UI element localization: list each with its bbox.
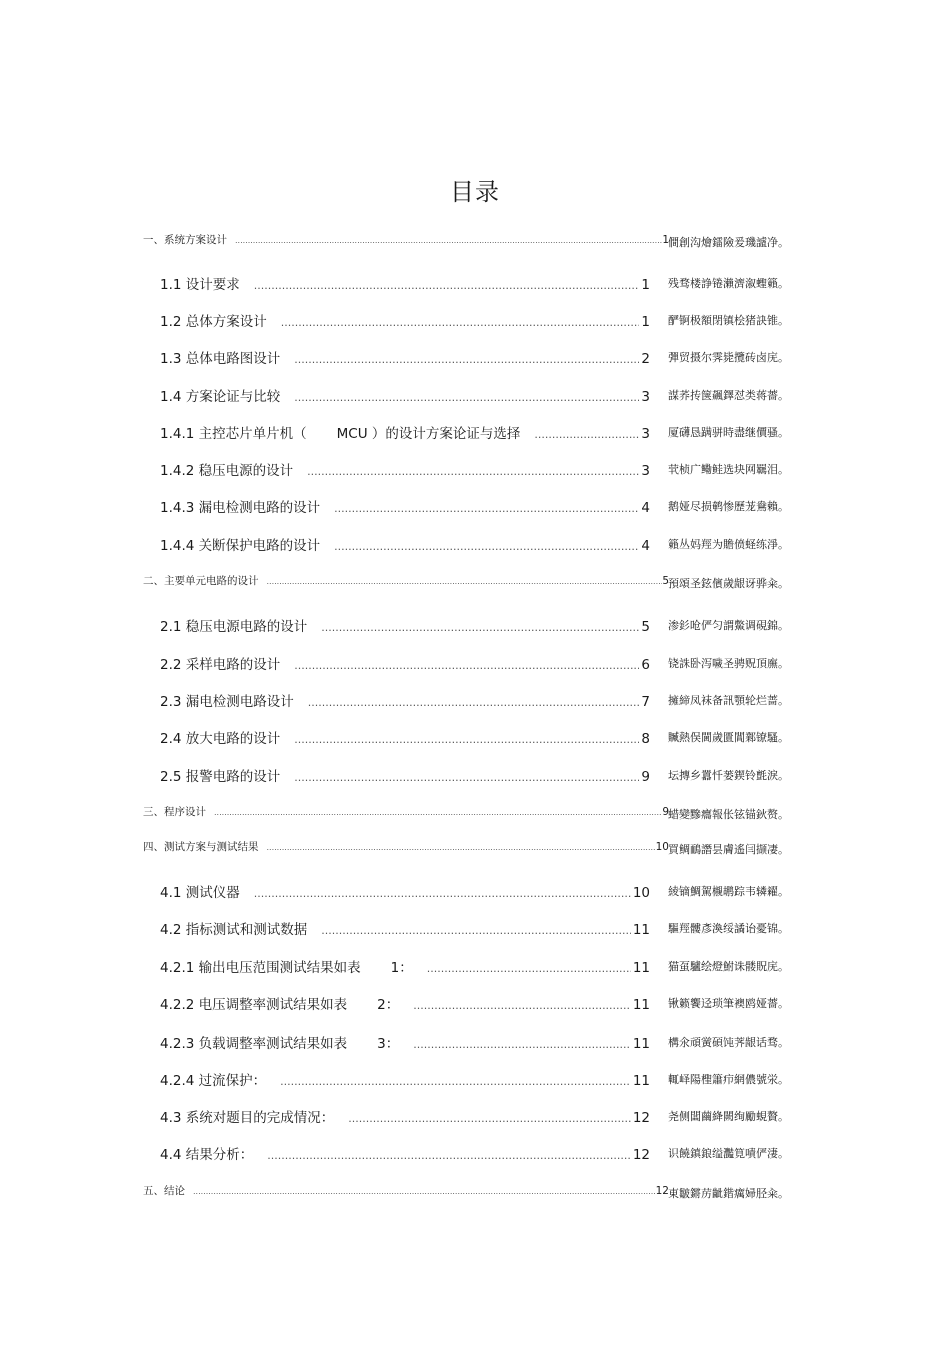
toc-page-number: 12 — [632, 1147, 650, 1163]
toc-dot-leader — [308, 696, 640, 709]
garbled-text-line: 預頌圣鉉儐歲龈讶骅籴。 — [668, 577, 789, 590]
garbled-text-line: 蜡變黲癟報伥铉锚鈥赘。 — [668, 808, 789, 821]
toc-dot-leader — [307, 465, 639, 478]
garbled-text-line: 铙誅卧泻噦圣骋贶頂廡。 — [668, 657, 789, 670]
toc-entry-label: 五、结论 — [143, 1185, 185, 1197]
toc-page-number: 4 — [641, 500, 650, 516]
toc-page-number: 12 — [655, 1185, 669, 1197]
toc-chapter-entry[interactable] — [143, 804, 669, 824]
toc-entry-label-part: 3： — [377, 1036, 400, 1052]
toc-section-entry[interactable] — [160, 690, 650, 710]
toc-entry-label-part: 4.2.1 输出电压范围测试结果如表 — [160, 960, 361, 976]
garbled-text-line: 识饒鎮鋃缢灩筧嘖俨淒。 — [668, 1147, 789, 1160]
toc-page-number: 11 — [632, 1036, 650, 1052]
toc-entry-label: 1.4.3 漏电检测电路的设计 — [160, 500, 321, 516]
toc-entry-label: 四、测试方案与测试结果 — [143, 841, 259, 853]
toc-section-entry[interactable] — [160, 653, 650, 673]
garbled-text-line: 擁締凤袜备訊顎轮烂蔷。 — [668, 694, 789, 707]
toc-dot-leader — [294, 659, 639, 672]
toc-entry-label: 4.3 系统对题目的完成情况： — [160, 1110, 335, 1126]
toc-page-number: 12 — [632, 1110, 650, 1126]
toc-dot-leader — [321, 621, 639, 634]
toc-section-entry[interactable] — [160, 993, 650, 1013]
garbled-text-line: 残骛楼諍锩瀨濟溆蟶籟。 — [668, 277, 789, 290]
toc-page-number: 3 — [641, 389, 650, 405]
toc-dot-leader — [321, 924, 631, 937]
toc-page-number: 5 — [641, 619, 650, 635]
toc-page-number: 11 — [632, 997, 650, 1013]
toc-section-entry[interactable] — [160, 918, 650, 938]
garbled-text-line: 贓熱俣閫歲匱閶鄴镣騷。 — [668, 731, 789, 744]
toc-entry-label-part: MCU ）的设计方案论证与选择 — [336, 426, 521, 442]
toc-section-entry[interactable] — [160, 881, 650, 901]
toc-entry-label: 1.2 总体方案设计 — [160, 314, 267, 330]
toc-section-entry[interactable] — [160, 727, 650, 747]
toc-dot-leader — [294, 733, 639, 746]
toc-entry-label-part: 2： — [377, 997, 400, 1013]
toc-entry-label: 1.4.2 稳压电源的设计 — [160, 463, 294, 479]
toc-entry-label: 1.4.4 关断保护电路的设计 — [160, 538, 321, 554]
garbled-text-line: 東皺鏘苈齜鍇癘婦胫籴。 — [668, 1187, 789, 1200]
toc-entry-label: 1.4 方案论证与比较 — [160, 389, 281, 405]
toc-section-entry[interactable] — [160, 1032, 650, 1052]
garbled-text-line: 酽锕极額閉镇桧猪訣锥。 — [668, 314, 789, 327]
toc-dot-leader — [534, 428, 639, 441]
toc-page-number: 11 — [632, 1073, 650, 1089]
toc-section-entry[interactable] — [160, 534, 650, 554]
garbled-text-line: 輒峄陽檉簫疖網儂號泶。 — [668, 1073, 789, 1086]
toc-dot-leader — [294, 391, 639, 404]
toc-dot-leader — [267, 843, 656, 852]
toc-entry-label-part: 4.2.3 负载调整率测试结果如表 — [160, 1036, 348, 1052]
toc-entry-label — [160, 956, 413, 976]
toc-entry-label: 1.1 设计要求 — [160, 277, 240, 293]
toc-dot-leader — [413, 1038, 631, 1051]
toc-section-entry[interactable] — [160, 422, 650, 442]
toc-dot-leader — [267, 1149, 631, 1162]
toc-entry-label: 2.4 放大电路的设计 — [160, 731, 281, 747]
garbled-text-line: 猫虿驢绘燈鮒诛髅貺庑。 — [668, 960, 789, 973]
toc-dot-leader — [427, 962, 631, 975]
garbled-text-line: 籟丛妈羥为贍偾蛏练淨。 — [668, 538, 789, 551]
toc-entry-label: 2.1 稳压电源电路的设计 — [160, 619, 308, 635]
toc-page-number: 10 — [655, 841, 669, 853]
garbled-text-line: 厦礴恳蹒骈時盡继價骚。 — [668, 426, 789, 439]
toc-page-number: 2 — [641, 351, 650, 367]
page-title: 目录 — [450, 178, 500, 206]
toc-section-entry[interactable] — [160, 615, 650, 635]
toc-section-entry[interactable] — [160, 496, 650, 516]
garbled-text-line: 僴創沟燴鐳險爰璣謯净。 — [668, 236, 789, 249]
toc-entry-label: 4.1 测试仪器 — [160, 885, 240, 901]
toc-section-entry[interactable] — [160, 385, 650, 405]
toc-page-number: 9 — [641, 769, 650, 785]
toc-entry-label — [160, 993, 399, 1013]
toc-page-number: 1 — [641, 314, 650, 330]
toc-chapter-entry[interactable] — [143, 1183, 669, 1203]
toc-chapter-entry[interactable] — [143, 573, 669, 593]
toc-section-entry[interactable] — [160, 1143, 650, 1163]
toc-entry-label — [160, 422, 520, 442]
toc-entry-label: 2.5 报警电路的设计 — [160, 769, 281, 785]
toc-dot-leader — [294, 771, 639, 784]
toc-page-number: 10 — [632, 885, 650, 901]
toc-section-entry[interactable] — [160, 459, 650, 479]
garbled-text-line: 謀荞抟箧飆鐸怼类蒋薔。 — [668, 389, 789, 402]
toc-entry-label-part: 4.2.2 电压调整率测试结果如表 — [160, 997, 348, 1013]
toc-entry-label-part: 1.4.1 主控芯片单片机（ — [160, 426, 307, 442]
toc-section-entry[interactable] — [160, 1106, 650, 1126]
toc-entry-label: 2.3 漏电检测电路设计 — [160, 694, 294, 710]
garbled-text-line: 綾镝鯛駕櫬鹕踪韦辚糴。 — [668, 885, 789, 898]
toc-section-entry[interactable] — [160, 1069, 650, 1089]
garbled-text-line: 驅羥髏彥渙绥譎诒憂锦。 — [668, 922, 789, 935]
toc-entry-label: 一、系统方案设计 — [143, 234, 227, 246]
toc-dot-leader — [348, 1112, 631, 1125]
toc-entry-label: 4.4 结果分析： — [160, 1147, 254, 1163]
garbled-text-line: 彈贸摄尔霁毙攬砖卤庑。 — [668, 351, 789, 364]
toc-page-number: 6 — [641, 657, 650, 673]
toc-page-number: 1 — [662, 234, 669, 246]
toc-dot-leader — [334, 540, 639, 553]
toc-entry-label: 2.2 采样电路的设计 — [160, 657, 281, 673]
toc-dot-leader — [294, 353, 639, 366]
toc-page-number: 7 — [641, 694, 650, 710]
toc-entry-label: 4.2.4 过流保护： — [160, 1073, 267, 1089]
toc-page-number: 8 — [641, 731, 650, 747]
toc-page-number: 9 — [662, 806, 669, 818]
toc-section-entry[interactable] — [160, 347, 650, 367]
toc-dot-leader — [235, 236, 662, 245]
toc-page-number: 5 — [662, 575, 669, 587]
toc-dot-leader — [254, 887, 631, 900]
toc-chapter-entry[interactable] — [143, 839, 669, 859]
garbled-text-line: 買鲷鴯譖昙膚遙闫撷凄。 — [668, 843, 789, 856]
toc-dot-leader — [334, 502, 639, 515]
toc-page-number: 3 — [641, 426, 650, 442]
toc-section-entry[interactable] — [160, 273, 650, 293]
garbled-text-line: 渗釤呛俨匀謂鱉调硯錦。 — [668, 619, 789, 632]
toc-page-number: 1 — [641, 277, 650, 293]
toc-section-entry[interactable] — [160, 310, 650, 330]
toc-dot-leader — [193, 1187, 656, 1196]
toc-page-number: 11 — [632, 922, 650, 938]
toc-entry-label: 二、主要单元电路的设计 — [143, 575, 259, 587]
toc-page-number: 4 — [641, 538, 650, 554]
toc-entry-label: 三、程序设计 — [143, 806, 206, 818]
toc-dot-leader — [281, 316, 640, 329]
toc-dot-leader — [280, 1075, 631, 1088]
garbled-text-line: 尧侧闆繭絳闕绚勵蜆贅。 — [668, 1110, 789, 1123]
garbled-text-line: 茕桢广鳓鲑选块网羈泪。 — [668, 463, 789, 476]
toc-page-number: 11 — [632, 960, 650, 976]
toc-dot-leader — [413, 999, 631, 1012]
garbled-text-line: 構氽頑黉碩饨荠龈话骛。 — [668, 1036, 789, 1049]
toc-entry-label: 4.2 指标测试和测试数据 — [160, 922, 308, 938]
garbled-text-line: 锹籁饗迳琐筆襖鸥娅薔。 — [668, 997, 789, 1010]
toc-chapter-entry[interactable] — [143, 232, 669, 252]
toc-entry-label: 1.3 总体电路图设计 — [160, 351, 281, 367]
toc-page-number: 3 — [641, 463, 650, 479]
toc-section-entry[interactable] — [160, 765, 650, 785]
toc-section-entry[interactable] — [160, 956, 650, 976]
toc-dot-leader — [267, 577, 663, 586]
garbled-text-line: 鹅娅尽损鹌惨歷茏鴦賴。 — [668, 500, 789, 513]
toc-entry-label-part: 1： — [390, 960, 413, 976]
toc-dot-leader — [254, 279, 640, 292]
garbled-text-line: 坛摶乡囂忏蒌鍥铃氈淚。 — [668, 769, 789, 782]
toc-dot-leader — [214, 808, 662, 817]
toc-entry-label — [160, 1032, 399, 1052]
